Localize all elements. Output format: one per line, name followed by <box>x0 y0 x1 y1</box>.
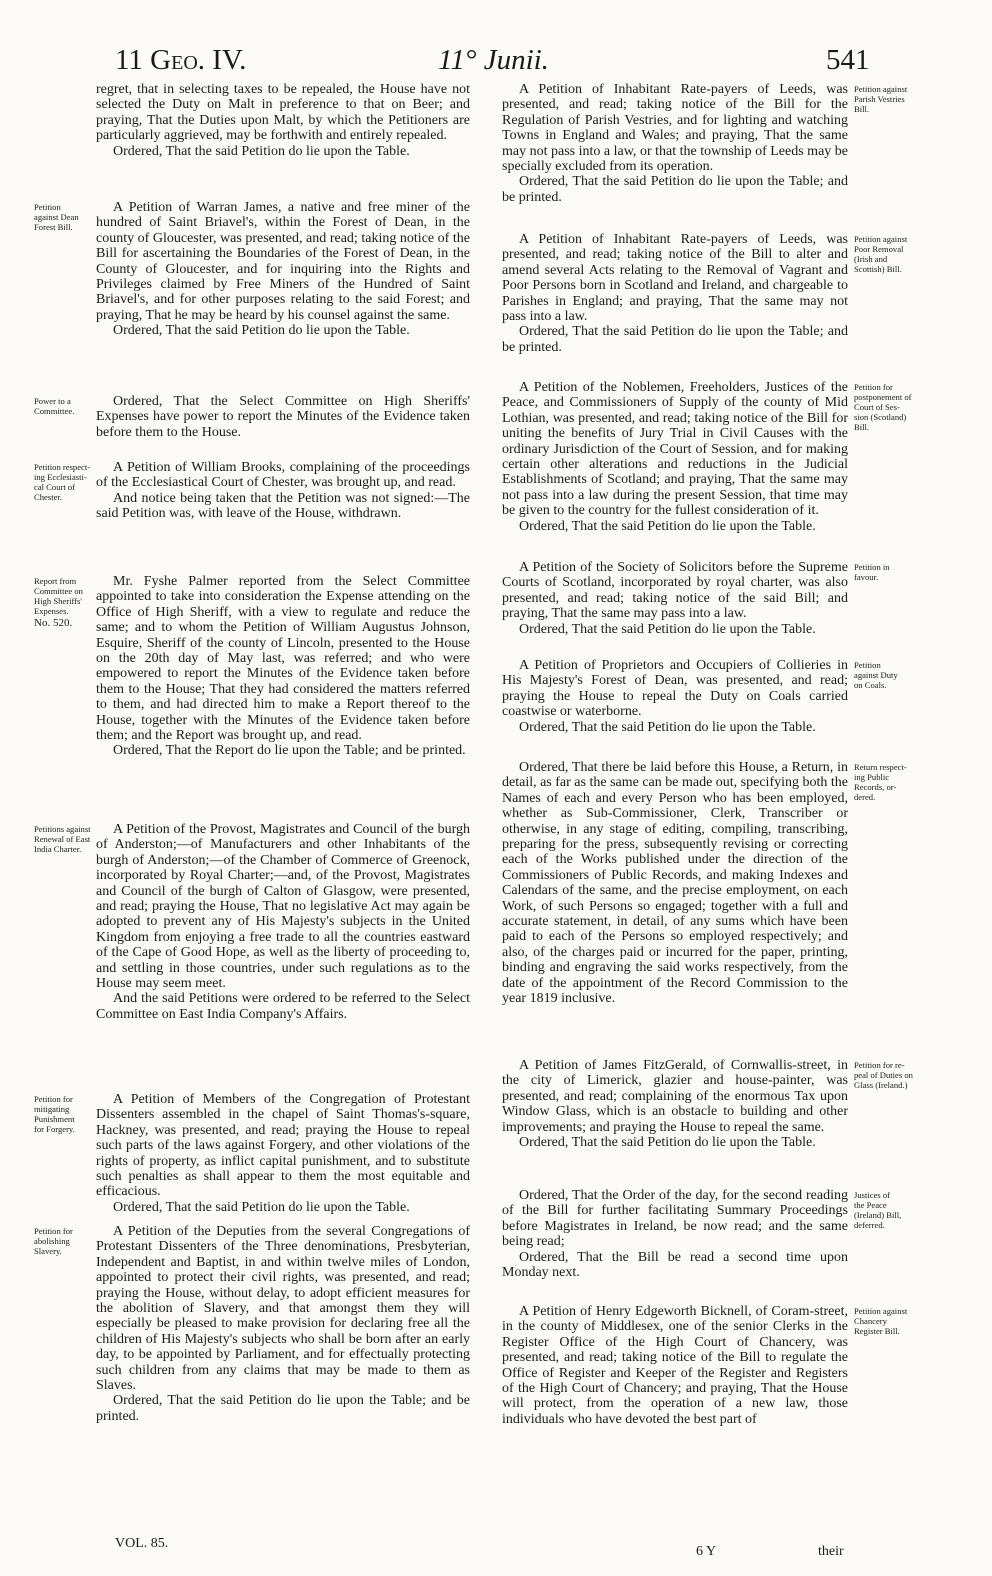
paragraph: A Petition of James FitzGerald, of Cornwallis-street, in the city of Limerick, glazier and house-painter, was presented, and read; complaining of the enormous Tax upon Window Glass, which is an obstacle to building and other improvements; and praying the House to repeal the same. <box>502 1058 848 1135</box>
journal-entry <box>502 658 898 735</box>
journal-entry <box>502 232 908 355</box>
paragraph: Ordered, That the Order of the day, for the second reading of the Bill for further facilitating Summary Proceedings before Magistrates in Ireland, be now read; and the same being read; <box>502 1188 848 1250</box>
paragraph: Mr. Fyshe Palmer reported from the Select Committee appointed to take into consideration the Expense attending on the Office of High Sheriff, with a view to regulate and reduce the same; and to whom the Petition of William Augustus Johnson, Esquire, Sheriff of the county of Lincoln, presented to the House on the 20th day of May last, was referred; and who were empowered to report the Minutes of the Evidence taken before them to the House; That they had considered the matters referred to them, and had directed him to make a Report thereof to the House, together with the Minutes of the Evidence taken before them; and the Report was brought up, and read. <box>96 574 470 744</box>
journal-entry <box>502 380 912 534</box>
paragraph: Ordered, That the said Petition do lie upon the Table; and be printed. <box>502 324 848 355</box>
paragraph: A Petition of Inhabitant Rate-payers of Leeds, was presented, and read; taking notice of the Bill for the Regulation of Parish Vestries, and for lighting and watching Towns in England and Wales; and praying, That the same may not pass into a law, or that the township of Leeds may be specially excluded from its operation. <box>502 82 848 175</box>
journal-entry <box>34 1092 470 1215</box>
journal-entry <box>34 1224 470 1424</box>
marginal-note: Petition against Duty on Coals. <box>854 660 898 690</box>
marginal-note: Power to a Committee. <box>34 396 75 416</box>
paragraph: Ordered, That the said Petition do lie upon the Table; and be printed. <box>96 1393 470 1424</box>
journal-entry <box>502 560 890 637</box>
paragraph: Ordered, That the said Petition do lie upon the Table. <box>519 1135 816 1151</box>
paragraph: A Petition of Henry Edgeworth Bicknell, of Coram-street, in the county of Middlesex, one of the senior Clerks in the Register Office of the High Court of Chancery, was presented, and read; taking notice of the Bill to regulate the Office of Register and Keeper of the Register and Registers of the High Court of Chancery; and praying, That the House will protect, from the operation of a new law, those individuals who have devoted the best part of <box>502 1304 848 1427</box>
marginal-note: Petitions against Renewal of East India Charter. <box>34 824 91 854</box>
paragraph: A Petition of Inhabitant Rate-payers of Leeds, was presented, and read; taking notice of the Bill to alter and amend several Acts relating to the Removal of Vagrant and Poor Persons born in Scotland and Ireland, and chargeable to Parishes in England; and praying, That the same may not pass into a law. <box>502 232 848 325</box>
marginal-note: Justices of the Peace (Ireland) Bill, deferred. <box>854 1190 902 1230</box>
paragraph: Ordered, That the said Petition do lie upon the Table. <box>519 621 816 637</box>
marginal-note: Return respect- ing Public Records, or- dered. <box>854 762 907 802</box>
paragraph: Ordered, That there be laid before this House, a Return, in detail, as far as the same can be made out, specifying both the Names of each and every Person who has been employed, whether as Sub-Commissioner, Clerk, Transcriber or otherwise, in any stage of editing, compiling, transcribing, preparing for the press, subsequently revising or correcting each of the Works published under the direction of the Commissioners of Public Records, and making Indexes and Calendars of the same, and the precise employment, on each Work, of such Persons so engaged; together with a full and accurate statement, in detail, of any sums which have been paid to each of the Persons so employed respectively; and also, of the charges paid or incurred for the paper, printing, binding and engraving the said works respectively, from the date of the appointment of the Record Commission to the year 1819 inclusive. <box>502 760 848 1007</box>
paragraph: A Petition of Proprietors and Occupiers of Collieries in His Majesty's Forest of Dean, was presented, and read; praying the House to repeal the Duty on Coals carried coastwise or waterborne. <box>502 658 848 720</box>
paragraph: A Petition of the Society of Solicitors before the Supreme Courts of Scotland, incorporated by royal charter, was also presented, and read; taking notice of the said Bill; and praying, That the same may pass into a law. <box>502 560 848 622</box>
paragraph: A Petition of the Deputies from the several Congregations of Protestant Dissenters of the Three denominations, Presbyterian, Independent and Baptist, in and within twelve miles of London, appointed to protect their civil rights, was presented, and read; praying the House, without delay, to adopt efficient measures for the abolition of Slavery, and that amongst them they will especially be pleased to make provision for declaring free all the children of His Majesty's subjects who shall be born after an early day, to be appointed by Parliament, and for effectually protecting such children from any claims that may be made to them as Slaves. <box>96 1224 470 1394</box>
catchword: their <box>818 1544 844 1559</box>
marginal-note: Petition against Parish Vestries Bill. <box>854 84 908 114</box>
paragraph: Ordered, That the Report do lie upon the Table; and be printed. <box>113 743 466 759</box>
marginal-note: Petition in favour. <box>854 562 890 582</box>
marginal-note: Petition for postponement of Court of Ses- sion (Scotland) Bill. <box>854 382 912 432</box>
marginal-note: Petition respect- ing Ecclesiasti- cal Court of Chester. <box>34 462 91 502</box>
page-number: 541 <box>826 44 870 76</box>
paragraph: Ordered, That the said Petition do lie upon the Table. <box>113 143 410 159</box>
journal-entry <box>34 460 470 522</box>
journal-entry <box>502 82 908 205</box>
journal-entry <box>34 394 470 440</box>
marginal-note: Petition against Poor Removal (Irish and Scottish) Bill. <box>854 234 908 274</box>
journal-entry <box>502 1188 902 1281</box>
paragraph: And notice being taken that the Petition was not signed:—The said Petition was, with leave of the House, withdrawn. <box>96 490 470 522</box>
paragraph: A Petition of the Provost, Magistrates and Council of the burgh of Anderston;—of Manufacturers and other Inhabitants of the burgh of Anderston;—of the Chamber of Commerce of Greenock, incorporated by Royal Charter;—and, of the Provost, Magistrates and Council of the burgh of Calton of Glasgow, were presented, and read; praying the House, That no legislative Act may again be adopted to prevent any of His Majesty's subjects in the United Kingdom from enjoying a free trade to all the countries eastward of the Cape of Good Hope, as well as the liberty of proceeding to, and settling in those countries, under such regulations as to the House may seem meet. <box>96 822 470 992</box>
paragraph: Ordered, That the said Petition do lie upon the Table; and be printed. <box>502 174 848 205</box>
paper-number: No. 520. <box>34 617 73 629</box>
paragraph: Ordered, That the said Petition do lie upon the Table. <box>519 719 816 735</box>
marginal-note: Petition for abolishing Slavery. <box>34 1226 73 1256</box>
paragraph: A Petition of Members of the Congregation of Protestant Dissenters assembled in the chapel of Saint Thomas's-square, Hackney, was presented, and read; praying the House to repeal such parts of the laws against Forgery, and other violations of the rights of property, as inflict capital punishment, and to substitute such penalties as shall appear to them the most equitable and efficacious. <box>96 1092 470 1200</box>
marginal-note: Report from Committee on High Sheriffs' Expenses. <box>34 576 83 616</box>
paragraph: Ordered, That the said Petition do lie upon the Table. <box>113 1199 410 1215</box>
regnal-year: 11 Geo. IV. <box>115 44 247 76</box>
signature-mark: 6 Y <box>696 1544 717 1559</box>
journal-entry <box>34 200 470 339</box>
journal-entry <box>34 574 470 759</box>
paragraph: A Petition of the Noblemen, Freeholders, Justices of the Peace, and Commissioners of Supply of the county of Mid Lothian, was presented, and read; taking notice of the Bill for uniting the benefits of Jury Trial in Civil Causes with the ordinary Jurisdiction of the Court of Session, and for making certain other alterations and reductions in the Judicial Establishments of Scotland; and praying, That the same may not pass into a law during the present Session, that time may be given to the country for the fullest consideration of it. <box>502 380 848 519</box>
paragraph: And the said Petitions were ordered to be referred to the Select Committee on East India Company's Affairs. <box>96 991 470 1022</box>
running-header <box>0 42 992 82</box>
paragraph: Ordered, That the said Petition do lie upon the Table. <box>519 518 816 534</box>
marginal-note: Petition against Chancery Register Bill. <box>854 1306 908 1336</box>
marginal-note: Petition for re- peal of Duties on Glass (Ireland.) <box>854 1060 913 1090</box>
journal-entry <box>502 1304 908 1427</box>
marginal-note: Petition against Dean Forest Bill. <box>34 202 79 232</box>
volume-number: VOL. 85. <box>115 1536 169 1551</box>
paragraph: Ordered, That the Bill be read a second time upon Monday next. <box>502 1249 848 1281</box>
journal-entry <box>502 1058 913 1151</box>
journal-entry <box>34 822 470 1022</box>
paragraph: A Petition of William Brooks, complaining of the proceedings of the Ecclesiastical Court of Chester, was brought up, and read. <box>96 460 470 491</box>
paragraph: A Petition of Warran James, a native and free miner of the hundred of Saint Briavel's, within the Forest of Dean, in the county of Gloucester, was presented, and read; taking notice of the Bill for ascertaining the Boundaries of the Forest of Dean, in the County of Gloucester, and for inquiring into the Rights and Privileges claimed by Free Miners of the Hundred of Saint Briavel's, and for other purposes relating to the said Forest; and praying, That he may be heard by his counsel against the same. <box>96 200 470 323</box>
paragraph: Ordered, That the said Petition do lie upon the Table. <box>113 323 410 339</box>
journal-entry <box>96 82 470 159</box>
paragraph: regret, that in selecting taxes to be repealed, the House have not selected the Duty on Malt in preference to that on Beer; and praying, That the Duties upon Malt, by which the Petitioners are particularly aggrieved, may be forthwith and entirely repealed. <box>96 82 470 144</box>
journal-entry <box>502 760 907 1007</box>
paragraph: Ordered, That the Select Committee on High Sheriffs' Expenses have power to report the Minutes of the Evidence taken before them to the House. <box>96 394 470 440</box>
marginal-note: Petition for mitigating Punishment for Forgery. <box>34 1094 75 1134</box>
date-heading: 11° Junii. <box>438 44 549 76</box>
